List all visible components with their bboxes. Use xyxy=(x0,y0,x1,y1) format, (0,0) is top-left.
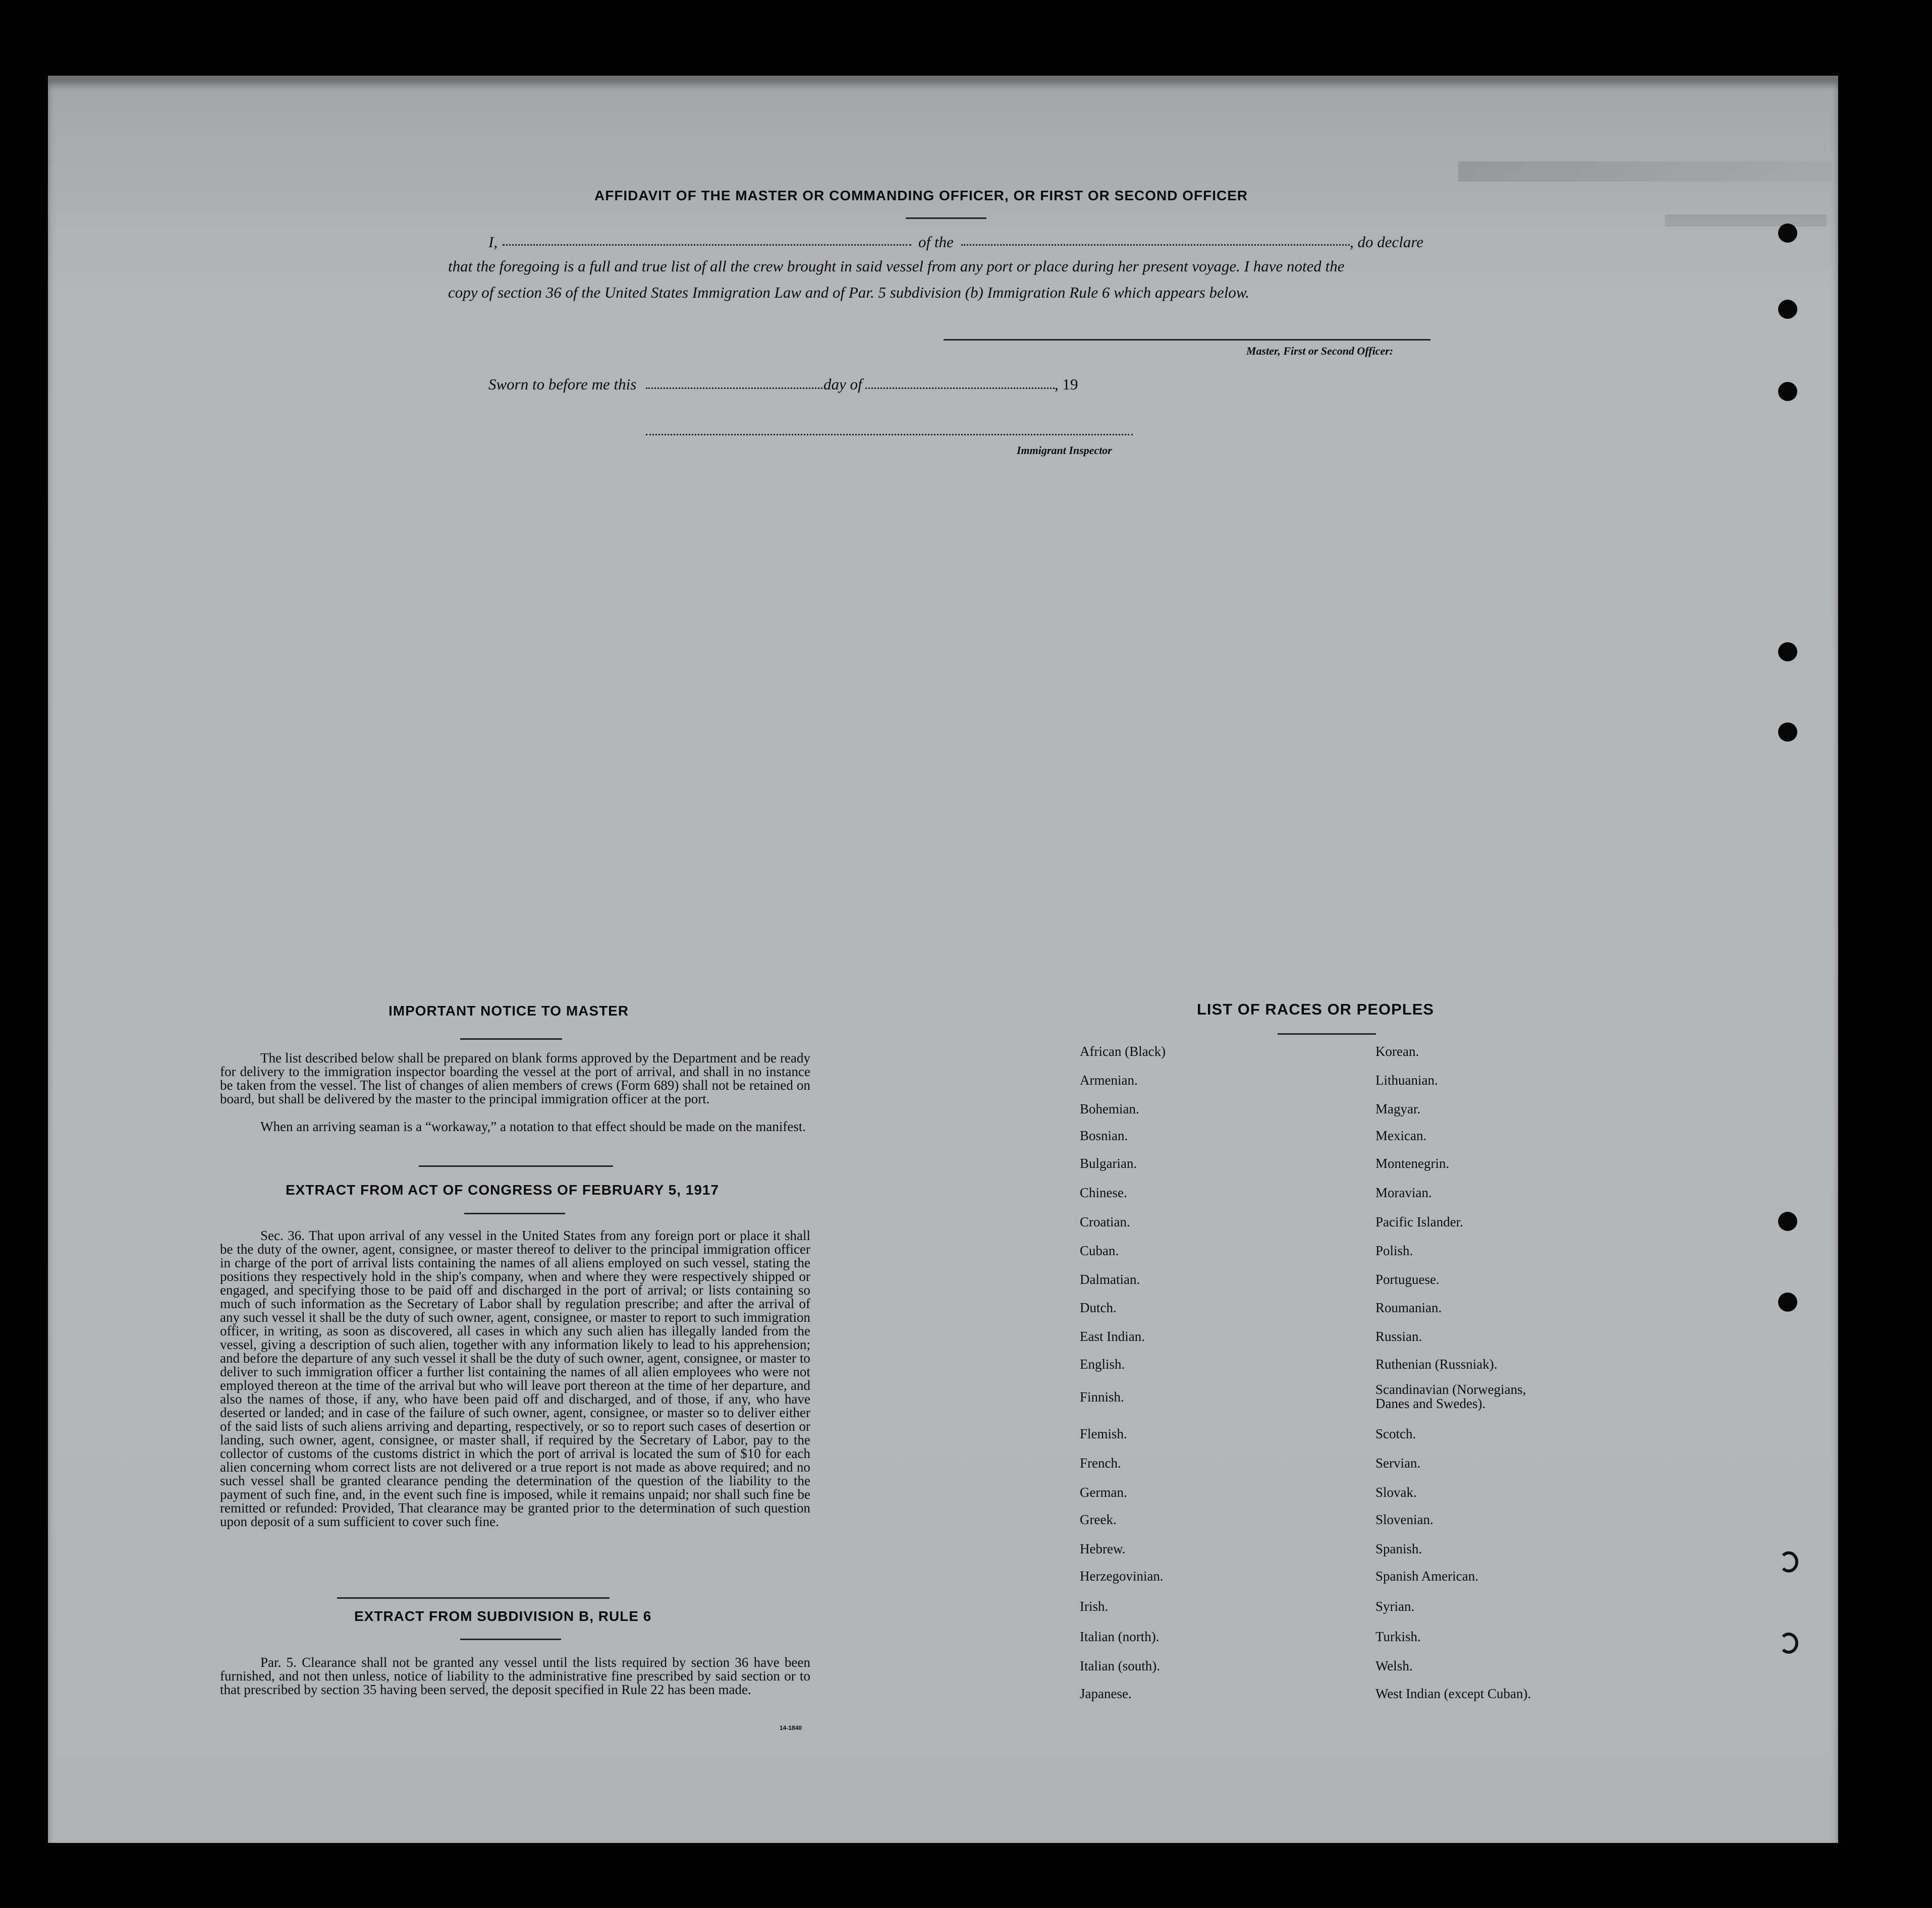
binder-hole xyxy=(1778,1293,1797,1312)
section-divider xyxy=(419,1165,613,1167)
affidavit-declare: , do declare xyxy=(1350,233,1424,251)
race-item: Lithuanian. xyxy=(1375,1073,1438,1088)
race-item: Italian (south). xyxy=(1080,1658,1160,1673)
binder-hole xyxy=(1779,1551,1798,1573)
race-item: Cuban. xyxy=(1080,1243,1119,1258)
race-item: Moravian. xyxy=(1375,1185,1432,1200)
notice-para1: The list described below shall be prepared on blank forms approved by the Department and be ready for delivery to the immigration inspector boarding the vessel at the port of arrival, and shall in no instance be taken from the vessel. The list of changes of alien members of crews (Form 689) shall not be retained on board, but shall be delivered by the master to the principal immigration officer at the port. xyxy=(220,1050,810,1106)
form-number: 14-1840 xyxy=(780,1724,802,1731)
notice-title: IMPORTANT NOTICE TO MASTER xyxy=(389,1003,629,1019)
binder-hole xyxy=(1778,300,1797,319)
binder-hole xyxy=(1778,722,1797,742)
bleed-through-line xyxy=(1665,214,1827,227)
race-item: Japanese. xyxy=(1080,1686,1132,1701)
race-item: Mexican. xyxy=(1375,1128,1427,1143)
inspector-signature-line[interactable] xyxy=(646,434,1133,435)
act-section-label: Sec. 36. xyxy=(260,1228,305,1243)
race-item: Syrian. xyxy=(1375,1599,1415,1614)
race-item: Italian (north). xyxy=(1080,1629,1160,1644)
race-item: Greek. xyxy=(1080,1512,1117,1527)
race-item: Bulgarian. xyxy=(1080,1156,1137,1171)
race-item: Roumanian. xyxy=(1375,1300,1442,1315)
affidavit-line2: that the foregoing is a full and true list of all the crew brought in said vessel from any port or place during her present voyage. I have noted the xyxy=(448,257,1345,275)
race-item: Spanish. xyxy=(1375,1541,1422,1556)
race-item: African (Black) xyxy=(1080,1044,1166,1059)
races-title-rule xyxy=(1278,1033,1376,1035)
race-item: Turkish. xyxy=(1375,1629,1421,1644)
race-item: East Indian. xyxy=(1080,1329,1145,1344)
race-item: Portuguese. xyxy=(1375,1272,1440,1287)
race-item: Flemish. xyxy=(1080,1426,1127,1441)
affidavit-of-the: of the xyxy=(918,233,954,251)
bleed-through-heading xyxy=(1458,161,1832,182)
affidavit-title-rule xyxy=(906,217,986,219)
vessel-name-field[interactable] xyxy=(961,244,1350,246)
race-item: Irish. xyxy=(1080,1599,1109,1614)
race-item: French. xyxy=(1080,1455,1121,1471)
race-item: Pacific Islander. xyxy=(1375,1214,1463,1229)
race-item: Slovak. xyxy=(1375,1485,1417,1500)
binder-hole xyxy=(1778,223,1797,243)
race-item: Hebrew. xyxy=(1080,1541,1126,1556)
race-item: Korean. xyxy=(1375,1044,1419,1059)
race-item: Finnish. xyxy=(1080,1389,1124,1405)
binder-hole xyxy=(1778,382,1797,401)
races-title: LIST OF RACES OR PEOPLES xyxy=(1197,1000,1434,1018)
affidavit-i: I, xyxy=(488,233,498,251)
sworn-day-field[interactable] xyxy=(646,387,822,389)
race-item: English. xyxy=(1080,1357,1125,1372)
race-item: Chinese. xyxy=(1080,1185,1127,1200)
race-item: Slovenian. xyxy=(1375,1512,1433,1527)
race-item: Scotch. xyxy=(1375,1426,1416,1441)
race-item: Ruthenian (Russniak). xyxy=(1375,1357,1498,1372)
race-item: Bohemian. xyxy=(1080,1101,1139,1116)
binder-hole xyxy=(1779,1633,1798,1654)
binder-hole xyxy=(1778,1212,1797,1231)
sworn-day-of: day of xyxy=(823,375,862,393)
race-item: Servian. xyxy=(1375,1455,1421,1471)
notice-title-rule xyxy=(460,1038,562,1040)
sworn-month-field[interactable] xyxy=(865,387,1055,389)
act-section-36 xyxy=(220,1229,810,1529)
race-item: Welsh. xyxy=(1375,1658,1413,1673)
sworn-year: , 19 xyxy=(1055,375,1078,393)
race-item: Polish. xyxy=(1375,1243,1413,1258)
binder-hole xyxy=(1778,642,1797,661)
rule-title: EXTRACT FROM SUBDIVISION B, RULE 6 xyxy=(354,1608,652,1624)
inspector-caption: Immigrant Inspector xyxy=(1017,444,1112,457)
race-item: Armenian. xyxy=(1080,1073,1138,1088)
manifest-sheet xyxy=(48,80,1838,1843)
race-item: Bosnian. xyxy=(1080,1128,1128,1143)
act-title: EXTRACT FROM ACT OF CONGRESS OF FEBRUARY 5, 1917 xyxy=(286,1182,720,1198)
race-item: Dalmatian. xyxy=(1080,1272,1140,1287)
section-divider xyxy=(337,1597,610,1599)
race-item: Dutch. xyxy=(1080,1300,1117,1315)
affidavit-line3: copy of section 36 of the United States Immigration Law and of Par. 5 subdivision (b) Immigration Rule 6 which appears below. xyxy=(448,284,1250,301)
master-signature-caption: Master, First or Second Officer: xyxy=(1246,345,1394,357)
rule-par5: Par. 5. Clearance shall not be granted any vessel until the lists required by section 36 have been furnished, and not then unless, notice of liability to the administrative fine prescribed by said section or to that prescribed by section 35 having been served, the deposit specified in Rule 22 has been made. xyxy=(220,1655,810,1697)
notice-para2: When an arriving seaman is a “workaway,” a notation to that effect should be made on the manifest. xyxy=(260,1119,806,1134)
sworn-prefix: Sworn to before me this xyxy=(488,375,637,393)
race-item: Scandinavian (Norwegians, Danes and Swedes). xyxy=(1375,1382,1526,1411)
race-item: Spanish American. xyxy=(1375,1568,1478,1584)
affidavit-title: AFFIDAVIT OF THE MASTER OR COMMANDING OFFICER, OR FIRST OR SECOND OFFICER xyxy=(594,188,1248,203)
race-item: Montenegrin. xyxy=(1375,1156,1450,1171)
master-name-field[interactable] xyxy=(503,244,911,246)
race-item: Croatian. xyxy=(1080,1214,1130,1229)
race-item: German. xyxy=(1080,1485,1127,1500)
act-section-text: That upon arrival of any vessel in the United States from any foreign port or place it shall be the duty of the owner, agent, consignee, or master thereof to deliver to the principal immigration officer in charge of the port of arrival lists containing the names of all aliens employed on such vessel, stating the positions they respectively hold in the ship's company, when and where they were respectively shipped or engaged, and specifying those to be paid off and discharged in the port of arrival; or lists containing so much of such information as the Secretary of Labor shall by regulation prescribe; and after the arrival of any such vessel it shall be the duty of such owner, agent, consignee, or master to report to such immigration officer, in writing, as soon as discovered, all cases in which any such alien has illegally landed from the vessel, giving a description of such alien, together with any information likely to lead to his apprehension; and before the departure of any such vessel it shall be the duty of such owner, agent, consignee, or master to deliver to such immigration officer a further list containing the names of all alien employees who were not employed thereon at the time of the arrival but who will leave port thereon at the time of her departure, and also the names of those, if any, who have been paid off and discharged, and of those, if any, who have deserted or landed; and in case of the failure of such owner, agent, consignee, or master so to deliver either of the said lists of such aliens arriving and departing, respectively, or so to report such cases of desertion or landing, such owner, agent, consignee, or master shall, if required by the Secretary of Labor, pay to the collector of customs of the customs district in which the port of arrival is located the sum of $10 for each alien concerning whom correct lists are not delivered or a true report is not made as above required; and no such vessel shall be granted clearance pending the determination of the question of the liability to the payment of such fine, and, in the event such fine is imposed, while it remains unpaid; nor shall such fine be remitted or refunded: Provided, That clearance may be granted prior to the determination of such question upon deposit of a sum sufficient to cover such fine. xyxy=(220,1228,811,1529)
act-title-rule xyxy=(464,1213,565,1214)
race-item: Herzegovinian. xyxy=(1080,1568,1164,1584)
rule-title-rule xyxy=(460,1639,561,1640)
master-signature-line[interactable] xyxy=(944,339,1430,341)
race-item: West Indian (except Cuban). xyxy=(1375,1686,1531,1701)
race-item: Russian. xyxy=(1375,1329,1422,1344)
race-item: Magyar. xyxy=(1375,1101,1421,1116)
